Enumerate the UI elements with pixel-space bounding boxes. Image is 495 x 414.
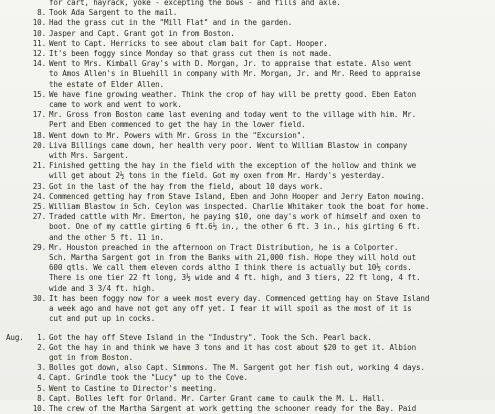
diary-line <box>6 80 490 90</box>
day-number: 10. <box>32 18 46 28</box>
diary-line <box>6 273 490 283</box>
diary-line <box>6 110 490 120</box>
day-number: 20. <box>32 140 46 150</box>
entry-text: Finished getting the hay in the field with the exception of the hollow and think we <box>49 161 417 171</box>
entry-text: Got the hay in and think we have 3 tons and it has cost about $20 to get it. Albion <box>49 342 417 352</box>
day-number: 8. <box>37 393 46 403</box>
diary-line <box>6 314 490 324</box>
entry-text: William Blastow in Sch. Ceylon was inspected. Charlie Whitaker took the boat for home. <box>49 202 430 212</box>
entry-text: for cart, hayrack, yoke - excepting the bows - and fills and axle. <box>49 0 341 7</box>
day-number: 5. <box>37 383 46 393</box>
diary-line <box>6 192 490 202</box>
entry-text: Went to Mrs. Kimball Gray's with D. Morgan, Jr. to appraise that estate. Also went <box>49 59 412 69</box>
day-number: 10. <box>32 403 46 413</box>
diary-line <box>6 294 490 304</box>
day-number: 11. <box>32 38 46 48</box>
diary-entries <box>6 0 490 414</box>
day-number: 25. <box>32 202 46 212</box>
entry-text: with Mrs. Sargent. <box>49 151 129 161</box>
day-number: 1. <box>37 332 46 342</box>
diary-line <box>6 90 490 100</box>
diary-line <box>6 8 490 18</box>
entry-text: Got in the last of the hay from the field, about 10 days work. <box>49 181 324 191</box>
diary-line <box>6 384 490 394</box>
entry-text: Had the grass cut in the "Mill Flat" and in the garden. <box>49 18 293 28</box>
day-number: 14. <box>32 59 46 69</box>
diary-line <box>6 59 490 69</box>
diary-line <box>6 343 490 353</box>
diary-line <box>6 284 490 294</box>
month-label: Aug. <box>6 332 24 342</box>
diary-line <box>6 233 490 243</box>
diary-line <box>6 373 490 383</box>
entry-text: Commenced getting hay from Stave Island, Eben and John Hooper and Jerry Eaton mowing. <box>49 191 425 201</box>
diary-line <box>6 263 490 273</box>
diary-line <box>6 151 490 161</box>
entry-text: We have fine growing weather. Think the crop of hay will be pretty good. Eben Eaton <box>49 89 417 99</box>
day-number: 27. <box>32 212 46 222</box>
entry-text: Mr. Houston preached in the afternoon on Tract Distribution, he is a Colporter. <box>49 242 399 252</box>
entry-text: to Amos Allen's in Bluehill in company with Mr. Morgan, Jr. and Mr. Reed to appraise <box>49 69 421 79</box>
diary-line <box>6 120 490 130</box>
day-number: 24. <box>32 191 46 201</box>
entry-text: Capt. Grindle took the "Lucy" up to the Cove. <box>49 373 248 383</box>
diary-line <box>6 182 490 192</box>
diary-line <box>6 243 490 253</box>
entry-text: a week ago and have not got any off yet. I fear it will spoil as the most of it is <box>49 304 412 314</box>
entry-text: Capt. Bolles left for Orland. Mr. Carter Grant came to caulk the M. L. Hall. <box>49 393 386 403</box>
entry-text: Traded cattle with Mr. Emerton, he paying $10, one day's work of himself and oxen to <box>49 212 421 222</box>
entry-text: Went down to Mr. Powers with Mr. Gross in the "Excursion". <box>49 130 306 140</box>
day-number: 8. <box>37 8 46 18</box>
diary-line <box>6 363 490 373</box>
day-number: 21. <box>32 161 46 171</box>
day-number: 23. <box>32 181 46 191</box>
entry-text: It's been foggy since Monday so that grass cut then is not made. <box>49 49 332 59</box>
diary-line <box>6 29 490 39</box>
day-number: 17. <box>32 110 46 120</box>
entry-text: cut and put up in cocks. <box>49 314 156 324</box>
diary-line <box>6 333 490 343</box>
day-number: 4. <box>37 373 46 383</box>
entry-text: and the other 5 ft. 11 in. <box>49 232 164 242</box>
day-number: 15. <box>32 89 46 99</box>
day-number: 12. <box>32 49 46 59</box>
diary-line <box>6 222 490 232</box>
day-number: 10. <box>32 28 46 38</box>
entry-text: Liva Billings came down, her health very poor. Went to William Blastow in company <box>49 140 408 150</box>
entry-text: 600 qtls. We call them eleven cords altho I think there is actually but 10½ cords. <box>49 263 412 273</box>
day-number: 2. <box>37 342 46 352</box>
diary-line <box>6 18 490 28</box>
entry-text: It has been foggy now for a week most every day. Commenced getting hay on Stave Island <box>49 293 430 303</box>
diary-line <box>6 69 490 79</box>
entry-text: will get about 2½ tons in the field. Got my oxen from Mr. Hardy's yesterday. <box>49 171 386 181</box>
day-number: 18. <box>32 130 46 140</box>
day-number: 30. <box>32 293 46 303</box>
diary-line <box>6 141 490 151</box>
entry-gap <box>6 325 490 333</box>
diary-line <box>6 304 490 314</box>
diary-line <box>6 212 490 222</box>
entry-text: Took Ada Sargent to the mail. <box>49 8 178 18</box>
diary-line <box>6 253 490 263</box>
entry-text: the estate of Elder Allen. <box>49 79 164 89</box>
diary-line <box>6 49 490 59</box>
entry-text: Went to Capt. Herricks to see about clam bait for Capt. Hooper. <box>49 38 328 48</box>
diary-line <box>6 39 490 49</box>
entry-text: The crew of the Martha Sargent at work getting the schooner ready for the Bay. Paid <box>49 403 417 413</box>
diary-line <box>6 171 490 181</box>
diary-line <box>6 404 490 414</box>
entry-text: came to work and went to work. <box>49 100 182 110</box>
entry-text: Bolles got down, also Capt. Simmons. The M. Sargent got her fish out, working 4 days. <box>49 363 425 373</box>
entry-text: boot. One of my cattle girting 6 ft.6½ in., the other 6 ft. 3 in., his girting 6 ft. <box>49 222 421 232</box>
diary-line <box>6 353 490 363</box>
day-number: 29. <box>32 242 46 252</box>
diary-line <box>6 100 490 110</box>
entry-text: got in from Boston. <box>49 352 134 362</box>
entry-text: There is one tier 22 ft long, 3½ wide and 4 ft. high, and 3 tiers, 22 ft long, 4 ft. <box>49 273 421 283</box>
entry-text: Pert and Eben commenced to get the hay in the lower field. <box>49 120 306 130</box>
diary-line <box>6 394 490 404</box>
diary-line <box>6 161 490 171</box>
entry-text: Jasper and Capt. Grant got in from Boston. <box>49 28 235 38</box>
diary-line <box>6 202 490 212</box>
entry-text: Sch. Martha Sargent got in from the Banks with 21,000 fish. Hope they will hold out <box>49 253 417 263</box>
entry-text: wide and 3 3/4 ft. high. <box>49 283 156 293</box>
entry-text: Went to Castine to Director's meeting. <box>49 383 218 393</box>
diary-line <box>6 131 490 141</box>
entry-text: Got the hay off Steve Island in the "Industry". Took the Sch. Pearl back. <box>49 332 372 342</box>
diary-line <box>6 0 490 8</box>
day-number: 3. <box>37 363 46 373</box>
entry-text: Mr. Gross from Boston came last evening and today went to the village with him. Mr. <box>49 110 417 120</box>
